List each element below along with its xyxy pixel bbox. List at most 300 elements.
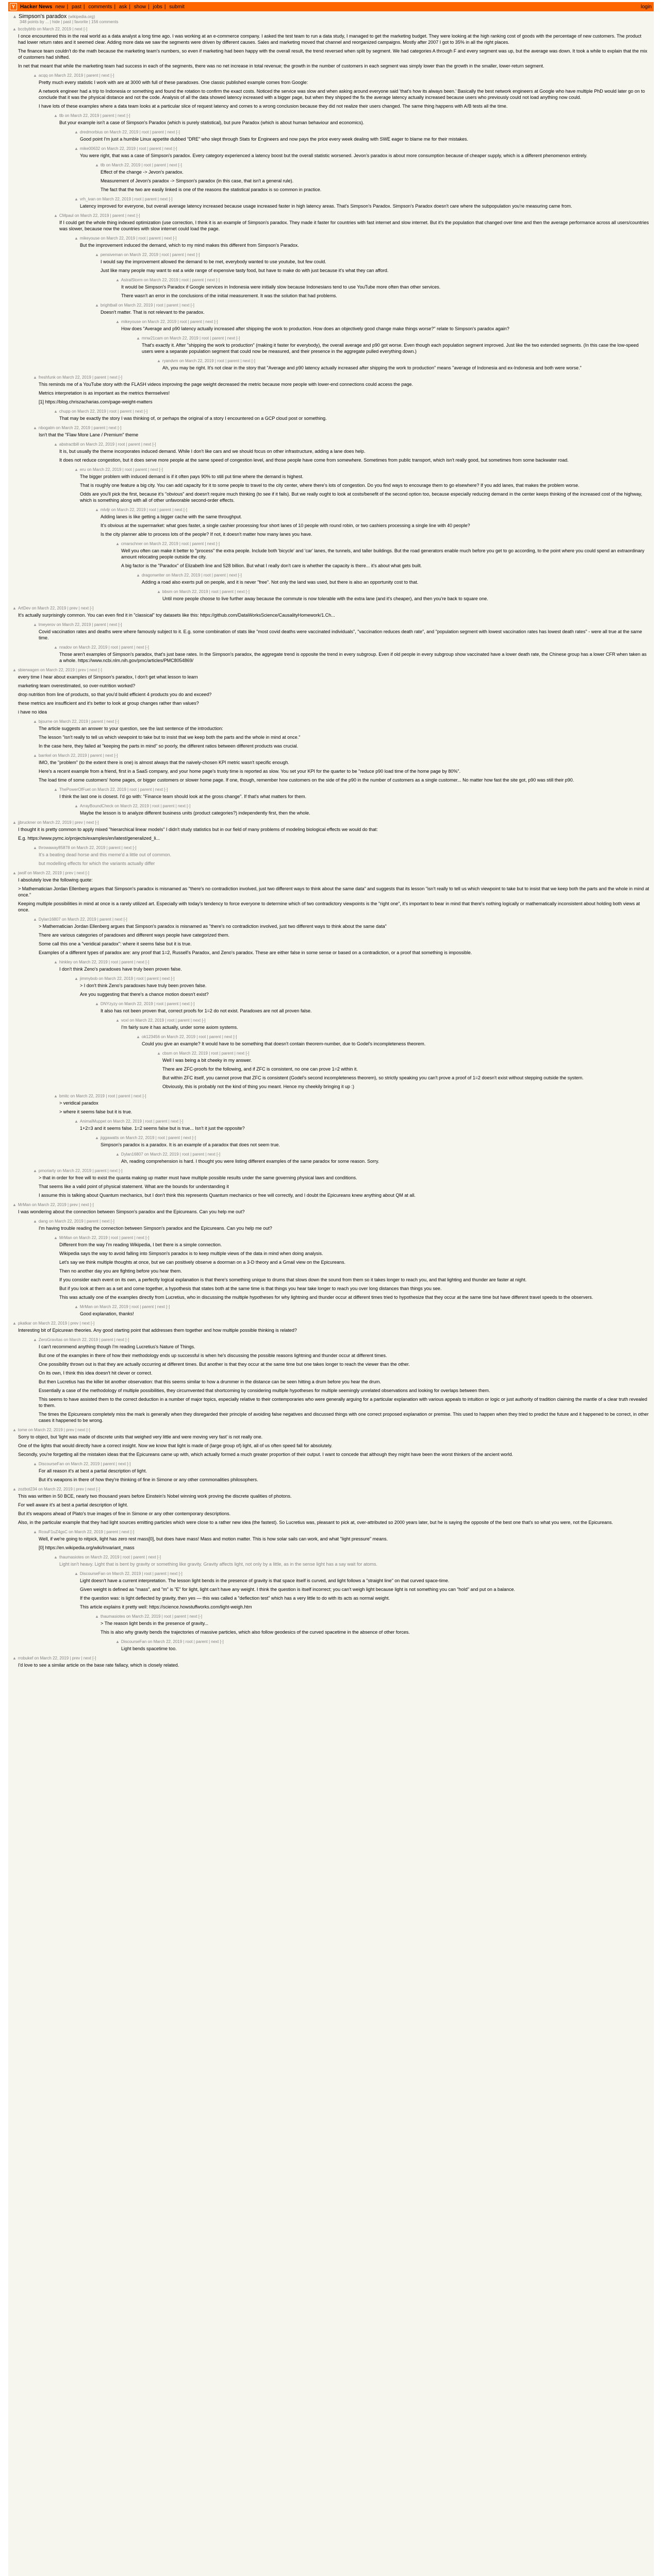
comment-meta-text[interactable]: RcouF1uZ4gsC on March 22, 2019 | parent | next [-]: [38, 1530, 135, 1534]
comment-meta: [33, 753, 650, 759]
upvote-icon[interactable]: ▲: [157, 1051, 161, 1056]
comment: [74, 196, 650, 209]
comment-meta-text[interactable]: acqq on March 22, 2019 | parent | next [-]: [38, 73, 114, 78]
comment: [33, 1218, 650, 1231]
upvote-icon[interactable]: ▲: [33, 1530, 37, 1534]
upvote-icon[interactable]: ▲: [95, 507, 99, 512]
upvote-icon[interactable]: ▲: [12, 606, 16, 611]
comment-body: [121, 548, 650, 569]
comment-paragraph: In net that meant that while the marketing team had success in each of the segments, there was no net increase in total revenue; the growth in the number of customers in each segment was simply lower than the growth in the smaller, lower-return segment.: [18, 63, 544, 69]
comment-paragraph: I don't think Zeno's paradoxes have truly been proven false.: [59, 967, 182, 972]
comment: [115, 1151, 650, 1164]
upvote-icon[interactable]: ▲: [95, 1136, 99, 1140]
comment-paragraph: The fact that the two are easily linked is one of the reasons the statistical paradox is so common in practice.: [101, 187, 322, 192]
comment-body: [80, 152, 650, 159]
comment-meta-text[interactable]: CMpaul on March 22, 2019 | parent | next [-]: [59, 213, 140, 218]
comment-meta-text[interactable]: abstractbill on March 22, 2019 | root | parent | next [-]: [59, 442, 156, 447]
comment-paragraph: Light bends spacetime too.: [121, 1646, 177, 1651]
comment-meta: [115, 277, 650, 283]
comment: [33, 719, 650, 749]
upvote-icon[interactable]: ▲: [136, 573, 140, 578]
comment-meta: [95, 1614, 650, 1620]
comment-body: [59, 651, 650, 664]
comment-meta-text[interactable]: AstralStorm on March 22, 2019 | root | parent | next [-]: [121, 278, 220, 282]
comment: [95, 1135, 650, 1148]
comment-body: [162, 596, 650, 602]
comment-body: [39, 1175, 650, 1198]
comment-paragraph: Odds are you'll pick the first, because it's "obvious" and doesn't require much thinking (to see if it fails). But we really ought to look at costs/benefit of the second option too, because especially reducing demand in the center keeps thinking of the increased cost of the highway, which is something along with all of other unfavorable second-order effects.: [80, 492, 642, 503]
comment-body: [18, 1493, 650, 1526]
comment-body: [39, 79, 650, 109]
site-title[interactable]: Hacker News: [20, 4, 53, 10]
comment-meta: [54, 1554, 650, 1561]
comment-paragraph: Doesn't matter. That is not relevant to the paradox.: [101, 310, 205, 315]
comment-meta-text[interactable]: rrobukef on March 22, 2019 | prev | next [-]: [18, 1656, 96, 1660]
comment-meta: [33, 719, 650, 725]
upvote-icon[interactable]: ▲: [12, 1428, 16, 1432]
upvote-icon[interactable]: ▲: [54, 1094, 58, 1098]
comment-body: [121, 1158, 650, 1164]
comment-paragraph: How does "Average and p90 latency actually increased after shipping the work to production. How does an objectively good change make things worse?" relate to Simpson's paradox again?: [121, 326, 509, 331]
upvote-icon[interactable]: ▲: [157, 359, 161, 363]
comment: [54, 959, 650, 972]
upvote-icon[interactable]: ▲: [33, 426, 37, 430]
comment-meta-text[interactable]: ArrayBoundCheck on March 22, 2019 | root | parent | next [-]: [79, 804, 191, 808]
nav-separator: |: [67, 4, 70, 10]
comment-meta-text[interactable]: jimmybob on March 22, 2019 | root | parent | next [-]: [79, 976, 175, 981]
comment: [95, 1614, 650, 1635]
comment-paragraph: Some call this one a "veridical paradox": where it seems false but it is true.: [39, 941, 192, 946]
comment-meta: [74, 1304, 650, 1310]
comment-meta-text[interactable]: nbogatm on March 22, 2019 | parent | next [-]: [38, 426, 122, 430]
comment-paragraph: Light isn't heavy. Light that is bent by gravity or something like gravity. Gravity affects light, not only by a little, as in the sense light has a say wait for atoms.: [59, 1562, 378, 1567]
upvote-icon[interactable]: ▲: [74, 146, 78, 151]
nav-submit[interactable]: submit: [169, 4, 185, 10]
comment-body: [59, 1242, 650, 1300]
comment-meta-text[interactable]: chupp on March 22, 2019 | root | parent | next [-]: [59, 409, 148, 414]
comment-paragraph: > Mathematician Jordan Ellenberg argues that Simpson's paradox is misnamed as "there's no contradiction involved, just two different ways to think about the same data": [39, 924, 387, 929]
comment-paragraph: Light doesn't have a current interpretation. The lesson light bends in the presence of gravity is that space itself is curved, and light follows a "straight line" on that curved space-time.: [80, 1578, 450, 1583]
story-title[interactable]: Simpson's paradox: [18, 13, 67, 20]
comment-paragraph: But it's weapons ahead of Plato's true images of fine in Simone or any other contemporary descriptions.: [18, 1511, 231, 1516]
comment-body: [121, 1646, 650, 1652]
comment-meta-text[interactable]: tome on March 22, 2019 | prev | next [-]: [18, 1428, 90, 1432]
upvote-icon[interactable]: ▲: [12, 1321, 16, 1326]
upvote-icon[interactable]: ▲: [54, 960, 58, 964]
upvote-icon[interactable]: ▲: [54, 645, 58, 650]
upvote-icon[interactable]: ▲: [74, 1304, 78, 1309]
upvote-icon[interactable]: ▲: [115, 319, 120, 324]
upvote-icon[interactable]: ▲: [33, 622, 37, 627]
comment-paragraph: This was written in 50 BCE, nearly two thousand years before Einstein's Nobel winning work proving the discrete qualities of photons.: [18, 1494, 292, 1499]
comment: [115, 1639, 650, 1652]
comment-meta: [74, 1118, 650, 1125]
comment-meta-text[interactable]: voxl on March 22, 2019 | root | parent | next [-]: [121, 1018, 206, 1023]
comment-paragraph: Good point I'm just a humble Linux appetite dubbed "DRE" who slept through Stats for Engineers and now pays the price every week dealing with SWE eager to blame me for their mistakes.: [80, 137, 469, 142]
comment: [115, 319, 650, 332]
comment: [74, 146, 650, 159]
upvote-icon[interactable]: ▲: [74, 1119, 78, 1124]
comment-paragraph: You were right, that was a case of Simpson's paradox. Every category experienced a latency boost but the overall statistic worsened. Jevon's paradox is about more consumption because of cheaper supply, which is a different phenomenon entirely.: [80, 153, 588, 158]
comment-meta: [12, 1427, 650, 1433]
upvote-icon[interactable]: ▲: [74, 197, 78, 201]
comment: [95, 507, 650, 537]
comment: [95, 302, 650, 315]
comment-meta-text[interactable]: brightball on March 22, 2019 | root | parent | next [-]: [100, 303, 194, 308]
comment-paragraph: Examples of a different types of paradox are: any proof that 1=2, Russell's Paradox, and Zeno's paradox. These are either false in some sense or based on a contradiction, or a proof that something is impossible.: [39, 950, 472, 955]
upvote-icon[interactable]: ▲: [54, 113, 58, 118]
upvote-icon[interactable]: ▲: [74, 236, 78, 241]
upvote-icon[interactable]: ▲: [54, 1555, 58, 1560]
upvote-icon[interactable]: ▲: [33, 73, 37, 78]
upvote-icon[interactable]: ▲: [115, 1018, 120, 1023]
comment-meta: [12, 1486, 650, 1493]
comment-meta: [136, 335, 650, 342]
comment-meta-text[interactable]: MrMan on March 22, 2019 | prev | next [-]: [18, 1202, 94, 1207]
comment-meta-text[interactable]: mnw21cam on March 22, 2019 | root | parent | next [-]: [141, 336, 240, 341]
comment-paragraph: If the question was: is light deflected by gravity, then yes — this was called a "deflection test" which has a very little to do with its acts as normal weight.: [80, 1596, 390, 1601]
comment-meta-text[interactable]: ZeroGravitas on March 22, 2019 | parent | next [-]: [38, 1337, 129, 1342]
comment-meta-text[interactable]: mikeyouse on March 22, 2019 | root | parent | next [-]: [79, 236, 177, 241]
comment-meta-text[interactable]: vrh_ivan on March 22, 2019 | root | parent | next [-]: [79, 197, 173, 201]
comment-paragraph: There are various categories of paradoxes and different ways people have categorized them.: [39, 933, 230, 938]
comment-paragraph: But your example isn't a case of Simpson's Paradox (which is purely statistical), but pure Paradox (which is about human behaviour and economics).: [59, 120, 365, 125]
comment-meta: [136, 1034, 650, 1040]
comment-paragraph: If I could get the whole thing indexed optimization (use correction, I think it is an example of Simpson's paradox. They made it faster for countries with fast internet and slow internet. But it's the population that changed over time and then the average performance across all users/countries was slower, because now the countries with slow internet could load the page.: [59, 220, 649, 231]
comment-meta-text[interactable]: hinkley on March 22, 2019 | root | parent | next [-]: [59, 960, 150, 964]
comment-meta-text[interactable]: Dylan16807 on March 22, 2019 | parent | next [-]: [38, 917, 127, 922]
comment-body: [142, 342, 650, 354]
comment: [115, 277, 650, 299]
comment-paragraph: I have lots of these examples where a data team looks at a particular slice of request latency and comes to a wrong conclusion because they did not realize their users changed. The same thing happens with A/B tests all the time.: [39, 104, 508, 109]
comment-body: [80, 982, 650, 997]
comment-meta: [54, 787, 650, 793]
comment-paragraph: Different from the way I'm reading Wikipedia, I bet there is a simple connection.: [59, 1242, 222, 1247]
comment-body: [18, 1209, 650, 1215]
upvote-icon[interactable]: ▲: [115, 1639, 120, 1644]
comment-meta-text[interactable]: thaumasiotes on March 22, 2019 | root | parent | next [-]: [100, 1614, 202, 1619]
comment-paragraph: This is also why gravity bends the trajectories of massive particles, which also follow geodesics of the curved spacetime in the absence of other forces.: [101, 1630, 410, 1635]
comment-paragraph: It's a beating dead horse and this meme'd a little out of common.: [39, 852, 172, 857]
comment: [33, 1168, 650, 1198]
comment-paragraph: I absolutely love the following quote:: [18, 877, 93, 883]
comment-paragraph: A network engineer had a trip to Indonesia or something and found the rotation to confirm the exact costs. Noticed the service was slow and when asking around everyone said 'that's how its always been.' Basically the best network engineers at Google who have multiple PhD would later go on to conclude that it was the physical distance and not the code. Analysis of all the data showed latency increased with a bigger page, but when they shipped the fix the average latency actually increased because users who previously could not load anything now could.: [39, 89, 645, 100]
upvote-icon[interactable]: ▲: [33, 1462, 37, 1466]
comment-paragraph: I think the last one is closest. I'd go with: "Finance team should look at the gross change". If that's what matters for them.: [59, 794, 307, 799]
comment-body: [101, 169, 650, 193]
comment-meta: [12, 1655, 650, 1662]
comment-meta: [12, 667, 650, 673]
comment-meta-text[interactable]: mlvljr on March 22, 2019 | root | parent | next [-]: [100, 507, 188, 512]
comment-meta-text[interactable]: Dylan16807 on March 22, 2019 | root | parent | next [-]: [121, 1152, 221, 1157]
comment: [12, 667, 650, 715]
nav-separator: |: [148, 4, 151, 10]
comment: [54, 113, 650, 126]
comment-meta: [115, 1018, 650, 1024]
upvote-icon[interactable]: ▲: [136, 336, 140, 341]
upvote-icon[interactable]: ▲: [115, 278, 120, 282]
upvote-icon[interactable]: ▲: [33, 1219, 37, 1224]
comment-body: [101, 514, 650, 537]
comment-meta: [74, 467, 650, 473]
comment-meta-text[interactable]: dredmorbius on March 22, 2019 | root | parent | next [-]: [79, 130, 180, 134]
upvote-icon[interactable]: ▲: [115, 541, 120, 546]
story-subtext: 348 points by ... | hide | past | favorite | 156 comments: [20, 20, 119, 24]
comment-paragraph: This reminds me of a YouTube story with the FLASH videos improving the page weight decreased the metric because more people with lower-end connections could access the page.: [39, 382, 413, 387]
comment: [54, 787, 650, 800]
comment-body: [80, 1311, 650, 1317]
nav-show[interactable]: show: [134, 4, 146, 10]
comment-meta-text[interactable]: DNYzyzy on March 22, 2019 | root | parent | next [-]: [100, 1002, 195, 1006]
comment-meta-text[interactable]: barrkel on March 22, 2019 | parent | next [-]: [38, 753, 118, 758]
comment-meta-text[interactable]: DiscourseFan on March 22, 2019 | root | parent | next [-]: [121, 1639, 224, 1644]
comment-paragraph: I was wondering about the connection between Simpson's paradox and the Epicureans. Can you help me out?: [18, 1209, 245, 1214]
comment: [33, 425, 650, 438]
comment-paragraph: > veridical paradox: [59, 1100, 98, 1106]
comment-meta-text[interactable]: MrMan on March 22, 2019 | root | parent | next [-]: [59, 1235, 150, 1240]
comment-meta-text[interactable]: cbsm on March 22, 2019 | root | parent | next [-]: [162, 1051, 250, 1056]
upvote-icon[interactable]: ▲: [157, 589, 161, 594]
comment-meta-text[interactable]: jjbruckner on March 22, 2019 | prev | next [-]: [18, 820, 99, 825]
upvote-icon[interactable]: ▲: [95, 1614, 99, 1619]
comment-body: [59, 415, 650, 421]
login-link[interactable]: login: [640, 4, 652, 10]
comment-body: [18, 612, 650, 618]
comment-paragraph: these metrics are insufficient and it's better to look at group changes rather than values?: [18, 701, 199, 706]
comment-meta-text[interactable]: throwaway85878 on March 22, 2019 | parent | next [-]: [38, 845, 137, 850]
comment-meta: [12, 1320, 650, 1327]
hn-logo-icon[interactable]: Y: [10, 3, 17, 10]
comment-paragraph: > Mathematician Jordan Ellenberg argues that Simpson's paradox is misnamed as "there's no contradiction involved, just two different ways to think about the same data" and suggests that its lesson "isn't really to tell us which viewpoint to take but to insist that we keep both the parts and the whole in mind at once.": [18, 886, 649, 897]
comment-meta-text[interactable]: ok123456 on March 22, 2019 | root | parent | next [-]: [141, 1035, 237, 1039]
comment-meta: [33, 425, 650, 431]
comment-meta-text[interactable]: sbierwagen on March 22, 2019 | prev | next [-]: [18, 668, 102, 672]
comment: [136, 335, 650, 354]
comment-meta: [115, 1639, 650, 1645]
comment-meta-text[interactable]: AnimalMuppet on March 22, 2019 | root | parent | next [-]: [79, 1119, 184, 1124]
comment-paragraph: drop nutrition from line of products, so that you'd build efficient 4 products you do and exceed?: [18, 692, 212, 697]
comment-paragraph: Sorry to object, but 'light was made of discrete units that weighed very little and were moving very fast' is not really one.: [18, 1434, 263, 1439]
comment-paragraph: But the improvement induced the demand, which to my mind makes this different from Simpson's Paradox.: [80, 243, 299, 248]
comment: [95, 252, 650, 274]
comment-paragraph: [0] https://en.wikipedia.org/wiki/Invariant_mass: [39, 1545, 135, 1550]
upvote-icon[interactable]: ▲: [54, 787, 58, 792]
upvote-icon[interactable]: ▲: [74, 804, 78, 808]
comment-body: [59, 966, 650, 972]
comment-meta-text[interactable]: nradov on March 22, 2019 | root | parent | next [-]: [59, 645, 149, 650]
comment-meta-text[interactable]: ArtDev on March 22, 2019 | prev | next [-]: [18, 606, 94, 611]
comment-meta-text[interactable]: tlb on March 22, 2019 | root | parent | next [-]: [100, 163, 182, 167]
upvote-icon[interactable]: ▲: [54, 442, 58, 447]
comment-paragraph: I'm fairly sure it has actually, under some axiom systems.: [121, 1025, 238, 1030]
comment-paragraph: The bigger problem with induced demand is if it often pays 90% to still put time where the demand is highest.: [80, 474, 304, 479]
comment: [33, 1337, 650, 1423]
comment-meta-text[interactable]: DiscourseFan on March 22, 2019 | root | parent | next [-]: [79, 1571, 183, 1576]
comment-meta-text[interactable]: pensiveman on March 22, 2019 | root | parent | next [-]: [100, 252, 200, 257]
comment-paragraph: Ah, you may be right. It's not clear in the story that "Average and p90 latency actually increased after shipping the work to production" means "average of Indonesia and ex-Indonesia and both were worse.": [162, 365, 582, 370]
upvote-icon[interactable]: ▲: [12, 1202, 16, 1207]
comment-paragraph: In the case here, they failed at "keeping the parts in mind" so poorly, the different ratios between different products was crucial.: [39, 743, 299, 749]
upvote-icon[interactable]: ▲: [12, 1656, 16, 1660]
comment-meta-text[interactable]: jiggawatts on March 22, 2019 | root | parent | next [-]: [100, 1136, 196, 1140]
comment-meta: [33, 73, 650, 79]
upvote-icon[interactable]: ▲: [54, 213, 58, 218]
comment-paragraph: Pretty much every statistic I work with are at 3000 with full of these paradoxes. One classic published example comes from Google:: [39, 80, 308, 85]
upvote-icon[interactable]: ▲: [115, 1152, 120, 1157]
comment-meta-text[interactable]: mike00632 on March 22, 2019 | root | parent | next [-]: [79, 146, 177, 151]
comment-meta-text[interactable]: pkatkar on March 22, 2019 | prev | next [-]: [18, 1321, 95, 1326]
comment-meta-text[interactable]: cmarschner on March 22, 2019 | root | parent | next [-]: [121, 541, 220, 546]
comment-meta-text[interactable]: bmitc on March 22, 2019 | root | parent | next [-]: [59, 1094, 146, 1098]
comment-paragraph: I'm having trouble reading the connection between Simpson's paradox and the Epicureans. Can you help me out?: [39, 1226, 272, 1231]
comment-body: [18, 1434, 650, 1458]
comment-meta-text[interactable]: zozbot234 on March 22, 2019 | prev | next [-]: [18, 1487, 100, 1492]
comment-paragraph: Adding lanes is like getting a bigger cache with the same throughput.: [101, 514, 242, 519]
comment-meta: [115, 1151, 650, 1158]
comment-meta: [95, 302, 650, 309]
comment-paragraph: This seems to have assisted them to the correct deduction in a number of major topics, especially relative to their contemporaries who were generally arguing for a particular explanation with various appeals to intuition or logic or just authority of tradition claiming the mantle of a clear truth revealed to them.: [39, 1397, 648, 1408]
story-upvote-icon[interactable]: ▲: [12, 14, 17, 19]
comment-meta-text[interactable]: thaumasiotes on March 22, 2019 | root | parent | next [-]: [59, 1555, 161, 1560]
comment-meta-text[interactable]: MrMan on March 22, 2019 | root | parent | next [-]: [79, 1304, 170, 1309]
comment-body: [80, 1578, 650, 1610]
upvote-icon[interactable]: ▲: [33, 1168, 37, 1173]
comment-body: [18, 33, 650, 69]
comment-meta-text[interactable]: freshfunk on March 22, 2019 | parent | next [-]: [38, 375, 122, 380]
comment-body: [39, 759, 650, 783]
comment-meta-text[interactable]: eru on March 22, 2019 | root | parent | next [-]: [79, 467, 163, 472]
comment: [54, 1235, 650, 1300]
comment-paragraph: Well I was being a bit cheeky in my answer.: [162, 1058, 252, 1063]
comment-meta: [54, 113, 650, 119]
comment-body: [101, 259, 650, 274]
comment-meta-text[interactable]: dragonwriter on March 22, 2019 | root | parent | next [-]: [141, 573, 242, 578]
comment: [12, 1655, 650, 1668]
page: [8, 2, 654, 2576]
comment: [157, 589, 650, 602]
upvote-icon[interactable]: ▲: [74, 130, 78, 134]
top-bar: [8, 2, 654, 11]
comment-meta: [54, 213, 650, 219]
upvote-icon[interactable]: ▲: [74, 976, 78, 981]
upvote-icon[interactable]: ▲: [74, 467, 78, 472]
comment-meta-text[interactable]: bccbybhb on March 22, 2019 | next [-]: [18, 27, 88, 31]
comment-meta-text[interactable]: bbsm on March 22, 2019 | root | parent | next [-]: [162, 589, 250, 594]
comment-meta: [74, 235, 650, 242]
upvote-icon[interactable]: ▲: [33, 1337, 37, 1342]
comment-paragraph: It is, but usually the theme incorporates induced demand. While I don't like cars and we should focus on other infrastructure, adding a lane does help.: [59, 449, 366, 454]
upvote-icon[interactable]: ▲: [12, 668, 16, 672]
nav-new[interactable]: new: [55, 4, 65, 10]
comment-paragraph: But one of the examples in there of how their methodology ends up successful is when he's discussing the possible reasons lightning and thunder occur at different times.: [39, 1353, 387, 1358]
comment-paragraph: There are ZFC-proofs for the following, and if ZFC is consistent, no one can prove 1=2 within it.: [162, 1066, 358, 1072]
comment-body: [80, 473, 650, 503]
upvote-icon[interactable]: ▲: [33, 917, 37, 922]
comment-meta: [115, 541, 650, 547]
comment-body: [162, 1057, 650, 1090]
upvote-icon[interactable]: ▲: [33, 753, 37, 758]
comment-paragraph: That's exactly it. After "shipping the work to production" (making it faster for everybody), the overall average and p90 got worse. Even though each population segment improved. Just like the two extended segments. (In this case the low-speed users were a separate population segment that could now be measured, and their presence in the aggregate pulled everything down.): [142, 343, 639, 354]
upvote-icon[interactable]: ▲: [74, 1571, 78, 1576]
comment-paragraph: Interesting bit of Epicurean theories. Any good starting point that addresses them together and how multiple possible thinking is related?: [18, 1328, 297, 1333]
comment-meta-text[interactable]: dang on March 22, 2019 | parent | next [-]: [38, 1219, 114, 1224]
upvote-icon[interactable]: ▲: [136, 1035, 140, 1039]
upvote-icon[interactable]: ▲: [95, 1002, 99, 1006]
upvote-icon[interactable]: ▲: [54, 1235, 58, 1240]
comment-paragraph: For well aware it's at best a partial description of light.: [18, 1502, 128, 1507]
upvote-icon[interactable]: ▲: [54, 409, 58, 414]
nav-ask[interactable]: ask: [119, 4, 127, 10]
comment-meta-text[interactable]: tlb on March 22, 2019 | parent | next [-]: [59, 113, 130, 118]
comment: [12, 1427, 650, 1458]
comment-meta: [74, 803, 650, 809]
comment-paragraph: Those aren't examples of Simpson's paradox, that's just base rates. In the Simpson's paradox, the aggregate trend is opposite the trend in every subgroup. Even if old people in every subgroup show vaccinated have a lower death rate, the Chinese group has a lower CFR when taken as a whole. https://www.ncbi.nlm.nih.gov/pmc/articles/PMC8054869/: [59, 652, 647, 663]
comment-paragraph: One possibility thrown out is that they are actually occurring at different times. But another is that they occur at the same time but one takes longer to reach the viewer than the other.: [39, 1362, 410, 1367]
comment-meta: [54, 959, 650, 965]
story-domain[interactable]: (wikipedia.org): [68, 14, 95, 19]
upvote-icon[interactable]: ▲: [33, 845, 37, 850]
comment-paragraph: Then no another day you are fighting before you hear them.: [59, 1268, 182, 1274]
upvote-icon[interactable]: ▲: [12, 871, 16, 875]
comment-meta: [33, 1461, 650, 1467]
comment-meta-text[interactable]: DiscourseFan on March 22, 2019 | parent | next [-]: [38, 1462, 131, 1466]
nav-comments[interactable]: comments: [88, 4, 112, 10]
upvote-icon[interactable]: ▲: [12, 820, 16, 825]
comment-paragraph: Here's a recent example from a friend, first in a SaaS company, and your home page's trusty time is reported as slow. You set your KPI for the quarter to be "reduce p90 load time of the home page by 80%".: [39, 769, 461, 774]
comment-paragraph: Simpson's paradox is a paradox. It is an example of a paradox that does not seem true.: [101, 1142, 280, 1147]
comment-paragraph: I'd love to see a similar article on the base rate fallacy, which is closely related.: [18, 1663, 179, 1668]
upvote-icon[interactable]: ▲: [12, 1487, 16, 1492]
comment-body: [39, 1468, 650, 1483]
upvote-icon[interactable]: ▲: [33, 375, 37, 380]
comment-paragraph: Covid vaccination rates and deaths were where famously subject to it. E.g. some combination of stats like "most covid deaths were vaccinated individuals", "vaccination reduces death rate", and "population segment with lowest vaccination rates has lowest death rates" - were all true at the same time.: [39, 629, 642, 640]
upvote-icon[interactable]: ▲: [33, 719, 37, 724]
nav-jobs[interactable]: jobs: [153, 4, 162, 10]
comment-paragraph: That is roughly one feature a big city. You can add capacity for it to some people to travel to the city center, where there's lots of congestion. Do you find ways to encourage them to go elsewhere? If you add lanes, that makes the problem worse.: [80, 483, 580, 488]
comment-meta-text[interactable]: ryandvm on March 22, 2019 | root | parent | next [-]: [162, 359, 256, 363]
comment: [95, 1001, 650, 1014]
comment-meta-text[interactable]: mikeyouse on March 22, 2019 | root | parent | next [-]: [121, 319, 218, 324]
comment-paragraph: IMO, the "problem" (to the extent there is one) is almost always that the naively-chosen KPI metric wasn't specific enough.: [39, 760, 289, 765]
comment: [136, 1034, 650, 1047]
comment-body: [39, 1536, 650, 1551]
upvote-icon[interactable]: ▲: [12, 27, 16, 31]
comment-body: [59, 448, 650, 463]
comment-meta: [33, 1337, 650, 1343]
comment-meta: [33, 375, 650, 381]
comment-paragraph: E.g. https://www.pymc.io/projects/examples/en/latest/generalized_li...: [18, 836, 160, 841]
comment-body: [39, 1225, 650, 1231]
comment-meta-text[interactable]: lmeyerov on March 22, 2019 | parent | next [-]: [38, 622, 122, 627]
comment-meta-text[interactable]: jwolf on March 22, 2019 | prev | next [-]: [18, 871, 89, 875]
comment-body: [18, 674, 650, 715]
comment-meta-text[interactable]: ThePowerOfFuet on March 22, 2019 | root | parent | next [-]: [59, 787, 168, 792]
comment: [33, 1529, 650, 1551]
upvote-icon[interactable]: ▲: [95, 303, 99, 308]
comment-meta: [74, 129, 650, 135]
comment-paragraph: The load time of some customers' home pages, or bigger customers or slower home page. If one, though, remember how customers on the side of the p90 in the number of customers as a single customer... No matter how fast the site got, p90 was still their p90.: [39, 777, 574, 783]
comment-body: [121, 284, 650, 299]
comment-meta-text[interactable]: pmoriarty on March 22, 2019 | parent | next [-]: [38, 1168, 123, 1173]
comment-paragraph: The times the Epicureans completely miss the mark is generally when they disregarded their principle of avoiding false negatives and discussed things with one correct proposed explanation or premise. This used to happen when they tried to predict the future and it happened to be correct, in other cases it happened to be wrong.: [39, 1412, 649, 1423]
nav-past[interactable]: past: [72, 4, 81, 10]
comment-meta: [12, 820, 650, 826]
upvote-icon[interactable]: ▲: [95, 163, 99, 167]
comment-body: [39, 381, 650, 405]
upvote-icon[interactable]: ▲: [95, 252, 99, 257]
comment-meta-text[interactable]: bjourne on March 22, 2019 | parent | next [-]: [38, 719, 119, 724]
comment-paragraph: This was actually one of the examples directly from Lucretius, who in discussing the multiple hypotheses for why lightning and thunder occur at different times tried to hypothesize that they occur at the same time but have different travel speeds to the observers.: [59, 1295, 593, 1300]
